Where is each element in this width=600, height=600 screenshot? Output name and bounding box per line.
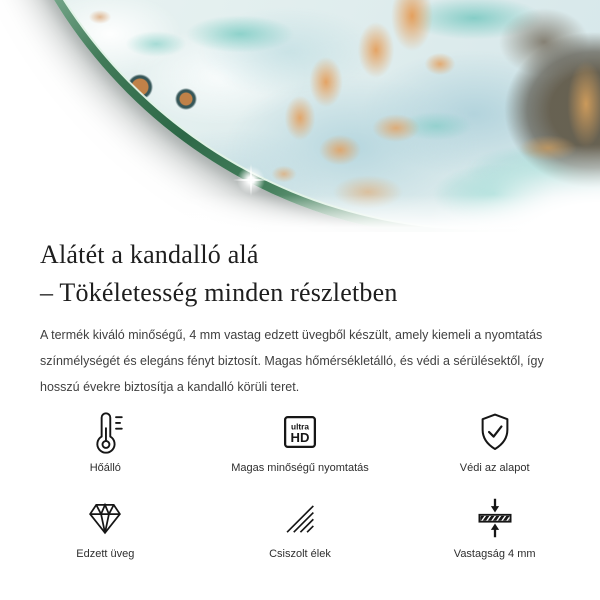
feature-label: Védi az alapot bbox=[459, 462, 530, 474]
description-line: A termék kiváló minőségű, 4 mm vastag edzett üvegből készült, amely kiemeli a nyomtatás bbox=[40, 328, 543, 342]
feature-ultra-hd-print bbox=[203, 408, 398, 474]
product-description bbox=[40, 322, 560, 400]
feature-label: Csiszolt élek bbox=[269, 548, 331, 560]
ultra-hd-icon bbox=[279, 411, 321, 453]
feature-thickness-4mm bbox=[397, 494, 592, 560]
diamond-icon bbox=[84, 497, 126, 539]
page-title bbox=[40, 236, 560, 312]
polished-edge-icon bbox=[280, 498, 320, 538]
svg-text:ultra: ultra bbox=[290, 421, 309, 432]
svg-text:HD: HD bbox=[290, 430, 310, 446]
feature-protects-base bbox=[397, 408, 592, 474]
feature-label: Magas minőségű nyomtatás bbox=[231, 462, 369, 474]
feature-label: Vastagság 4 mm bbox=[453, 548, 536, 560]
feature-label: Hőálló bbox=[89, 462, 121, 474]
description-line: színmélységét és elegáns fényt biztosít. Magas hőmérsékletálló, és védi a sérülésektől, így bbox=[40, 354, 544, 368]
thickness-icon bbox=[473, 496, 517, 540]
description-line: hosszú évekre biztosítja a kandalló körüli teret. bbox=[40, 380, 300, 394]
feature-tempered-glass bbox=[8, 494, 203, 560]
thermometer-icon bbox=[82, 409, 128, 455]
image-fade-overlay bbox=[0, 0, 600, 232]
title-line-2: – Tökéletesség minden részletben bbox=[40, 278, 398, 307]
feature-polished-edges bbox=[203, 494, 398, 560]
shield-check-icon bbox=[473, 410, 517, 454]
feature-label: Edzett üveg bbox=[76, 548, 135, 560]
title-line-1: Alátét a kandalló alá bbox=[40, 240, 259, 269]
product-text-section bbox=[0, 236, 600, 400]
feature-heat-resistant bbox=[8, 408, 203, 474]
features-grid bbox=[0, 408, 600, 560]
product-image bbox=[0, 0, 600, 232]
